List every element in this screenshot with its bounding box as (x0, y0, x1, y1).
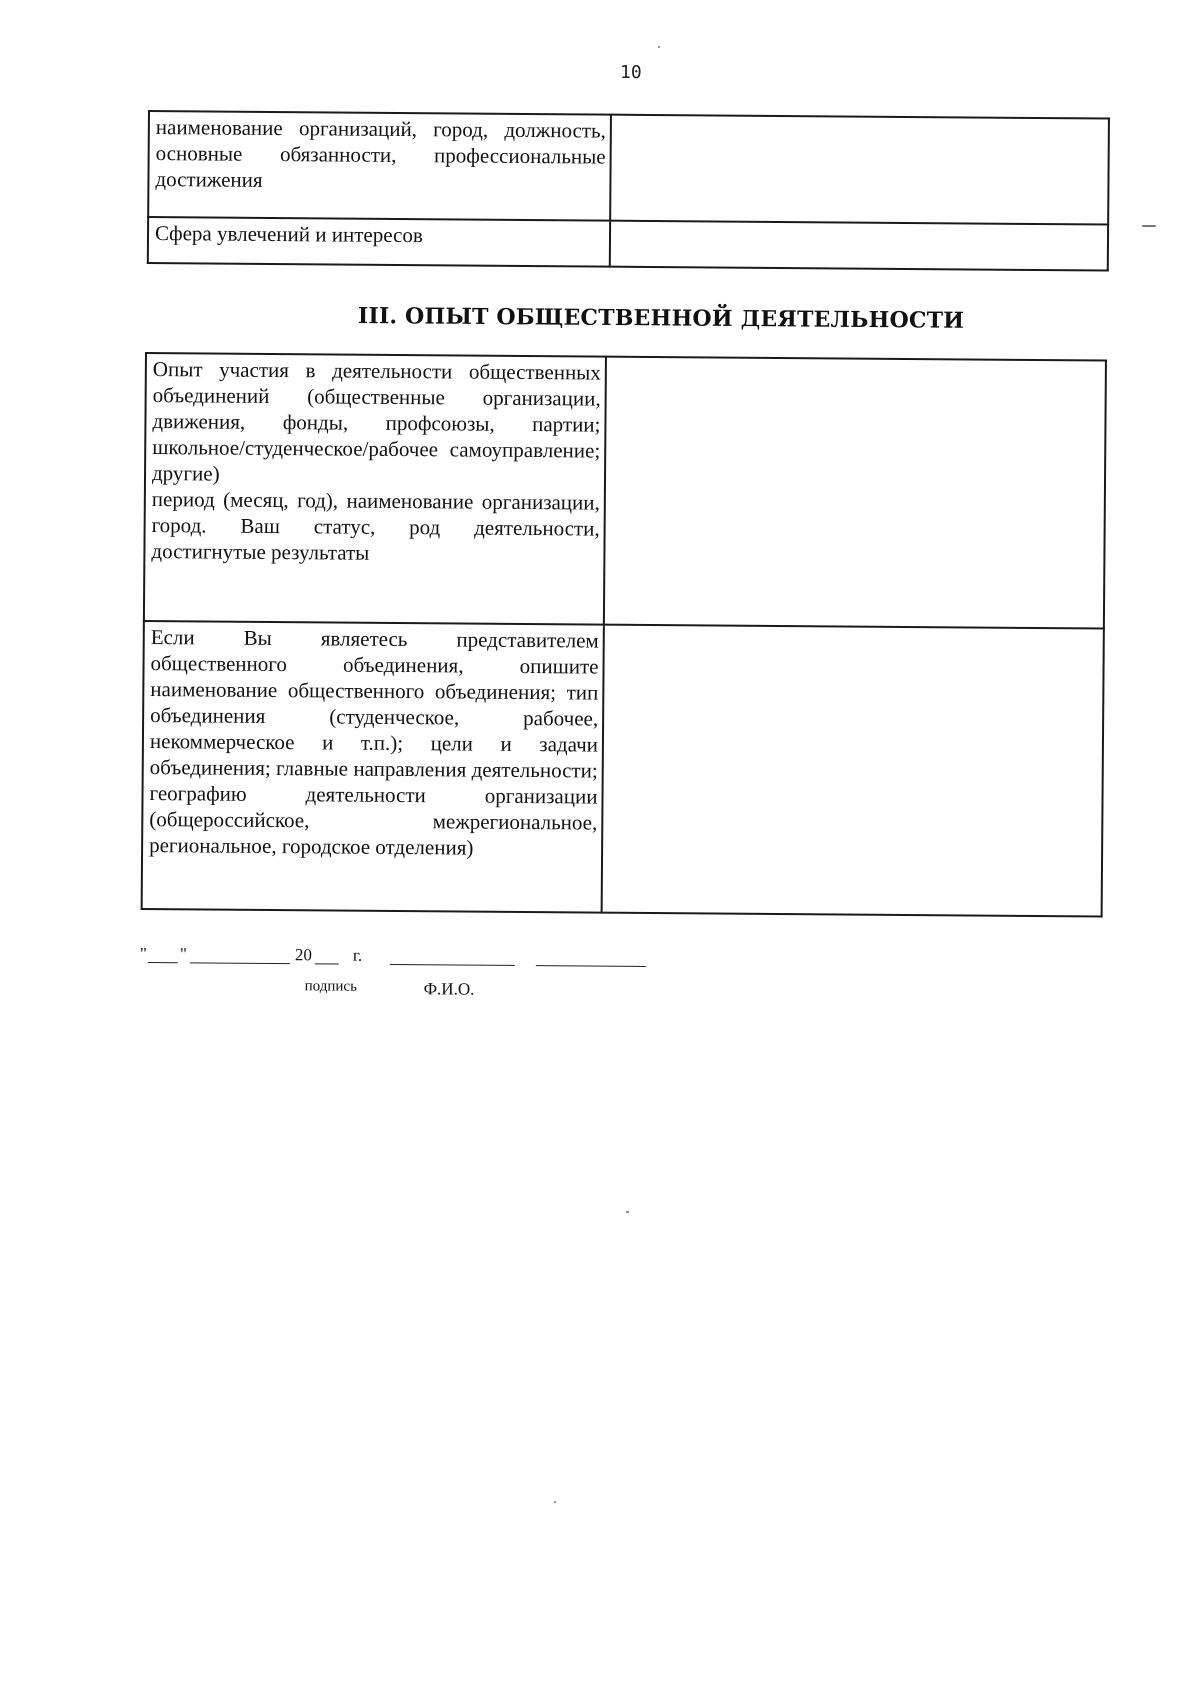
row-label-organizations: наименование организаций, город, должность, основные обязанности, профессиональные достижения (148, 111, 611, 221)
name-field[interactable] (536, 965, 646, 967)
date-month-field[interactable] (190, 962, 290, 964)
signature-caption: подпись (304, 978, 358, 995)
date-year-field[interactable] (315, 963, 339, 964)
date-quote-open: " (139, 944, 147, 964)
page-number: 10 (620, 62, 642, 83)
answer-field-interests[interactable] (610, 221, 1108, 271)
row-label-organization-representative: Если Вы являетесь представителем общественного объединения, опишите наименование общественного объединения; тип объединения (студенческое, рабочее, некоммерческое и т.п.); цели и задачи объединения; главные направления деятельности; географию деятельности организации (общероссийское, межрегиональное, региональное, городское отделения) (142, 621, 604, 913)
year-suffix: г. (352, 945, 363, 965)
date-quote-close: " (179, 944, 187, 964)
name-caption: Ф.И.О. (423, 979, 475, 999)
signature-field[interactable] (390, 964, 515, 966)
table-row (142, 621, 1104, 917)
date-day-field[interactable] (148, 962, 178, 963)
table-row (148, 111, 1109, 225)
answer-field-social-participation[interactable] (604, 357, 1106, 629)
section-heading: III. ОПЫТ ОБЩЕСТВЕННОЙ ДЕЯТЕЛЬНОСТИ (357, 303, 965, 334)
scan-speck (658, 46, 660, 48)
signature-block (140, 944, 680, 1008)
row-label-part-2: период (месяц, год), наименование организации, город. Ваш статус, род деятельности, достигнутые результаты (151, 487, 600, 565)
row-label-part-1: Опыт участия в деятельности общественных объединений (общественные организации, движения, фонды, профсоюзы, партии; школьное/студенческое/рабочее самоуправление; другие) (151, 357, 601, 486)
table-row (148, 217, 1108, 271)
scan-speck (1142, 225, 1156, 227)
answer-field-organizations[interactable] (610, 115, 1109, 225)
row-label-social-participation (144, 353, 606, 625)
scan-speck (626, 1211, 629, 1213)
answer-field-organization-representative[interactable] (602, 625, 1104, 917)
scan-speck (554, 1501, 556, 1503)
row-label-interests: Сфера увлечений и интересов (148, 217, 610, 267)
social-activity-table (141, 352, 1107, 918)
table-row (144, 353, 1106, 629)
year-prefix: 20 (294, 945, 312, 965)
work-experience-table (147, 110, 1110, 272)
